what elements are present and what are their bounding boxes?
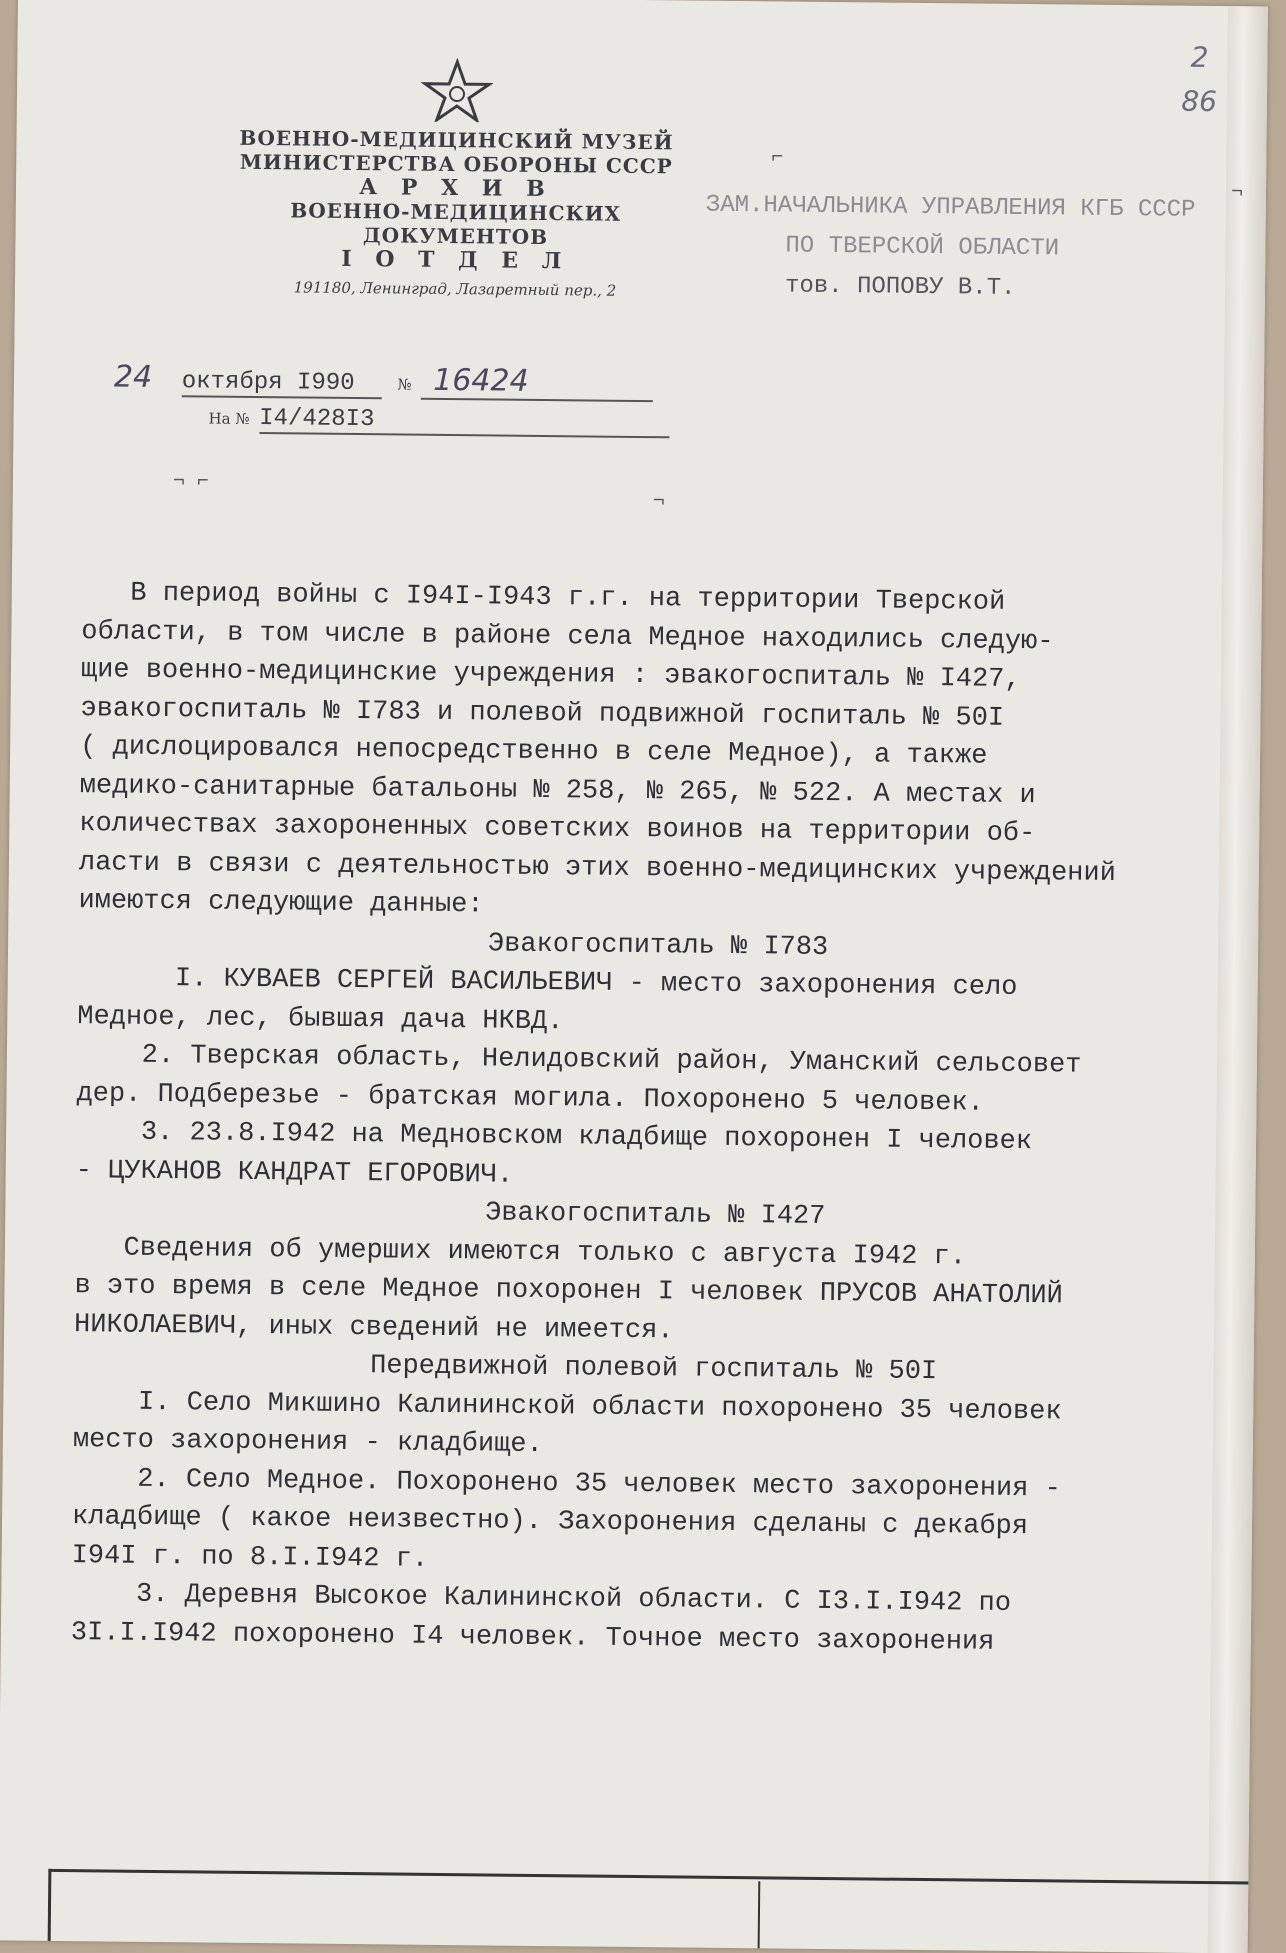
corner-marks [1181,36,1218,124]
text-line: I94I г. по 8.I.I942 г. [71,1540,429,1575]
text-line: В период войны с I94I-I943 г.г. на территории Тверской [81,578,1006,618]
letterhead-line-3: А Р Х И В [359,174,553,203]
text-line: 2. Тверская область, Нелидовский район, Уманский сельсовет [76,1040,1082,1081]
text-line: дер. Подберезье - братская могила. Похоронено 5 человек. [76,1078,984,1119]
text-line: 3I.I.I942 похоронено I4 человек. Точное место захоронения [70,1617,995,1658]
letterhead-line-1: ВОЕННО-МЕДИЦИНСКИЙ МУЗЕЙ [239,125,674,155]
text-line: области, в том числе в районе села Медное находились следую- [81,616,1054,657]
text-line: 3. 23.8.I942 на Медновском кладбище похоронен I человек [75,1117,1033,1158]
margin-mark: ¬ ⌐ [172,470,210,494]
handwritten-day: 24 [113,359,153,395]
letterhead-line-6: I О Т Д Е Л [341,245,570,275]
text-line: в это время в селе Медное похоронен I человек ПРУСОВ АНАТОЛИЙ [74,1271,1063,1312]
text-line: эвакогоспиталь № I783 и полевой подвижной госпиталь № 50I [80,693,1005,734]
text-line: количествах захороненных советских воинов на территории об- [79,809,1036,850]
section-title-field-hospital-501: Передвижной полевой госпиталь № 50I [369,1351,938,1388]
number-label: № [397,375,412,394]
reference-label: На № [208,409,250,428]
letterhead-line-4: ВОЕННО-МЕДИЦИНСКИХ [290,198,622,226]
text-line: имеются следующие данные: [78,886,484,921]
text-line: НИКОЛАЕВИЧ, иных сведений не имеется. [73,1309,674,1346]
section-title-hospital-1783: Эвакогоспиталь № I783 [487,928,829,963]
letterhead [225,56,687,301]
text-line: кладбище ( какое неизвестно). Захоронения сделаны с декабря [71,1502,1029,1543]
margin-mark: ¬ [652,490,665,514]
date-and-number-block [113,359,670,453]
text-line: ласти в связи с деятельностью этих военно-медицинских учреждений [78,847,1117,889]
text-line: 3. Деревня Высокое Калининской области. С I3.I.I942 по [71,1579,1012,1619]
addressee-corner-mark: ⌐ [771,146,784,170]
intro-paragraph [78,574,1242,933]
bottom-form-frame [47,1869,1251,1953]
section-field-hospital-501 [71,1383,1234,1665]
handwritten-number: 16424 [421,363,653,402]
page-number: 86 [1181,84,1218,119]
text-line: Медное, лес, бывшая дача НКВД. [77,1001,564,1037]
text-line: 2. Село Медное. Похоронено 35 человек место захоронения - [72,1463,1061,1504]
addressee-line-3: тов. ПОПОВУ В.Т. [784,272,1016,302]
text-line: - ЦУКАНОВ КАНДРАТ ЕГОРОВИЧ. [75,1155,514,1191]
addressee-line-2: ПО ТВЕРСКОЙ ОБЛАСТИ [785,232,1060,263]
addressee-line-1: ЗАМ.НАЧАЛЬНИКА УПРАВЛЕНИЯ КГБ СССР [705,191,1196,224]
text-line: место захоронения - кладбище. [72,1425,543,1461]
section-hospital-1427 [74,1229,1235,1357]
letterhead-line-5: ДОКУМЕНТОВ [362,223,549,250]
corner-mark-top: 2 [1190,40,1209,74]
date-month-year: октября I990 [182,368,382,399]
text-line: щие военно-медицинские учреждения : эвакогоспиталь № I427, [80,655,1021,695]
text-line: Сведения об умерших имеются только с августа I942 г. [74,1232,967,1272]
section-title-hospital-1427: Эвакогоспиталь № I427 [484,1198,826,1232]
letter-body [71,574,1242,1664]
text-line: медико-санитарные батальоны № 258, № 265, № 522. А местах и [79,770,1036,811]
reference-number: I4/428I3 [259,405,669,438]
letterhead-address: 191180, Ленинград, Лазаретный пер., 2 [293,278,617,300]
star-emblem-icon [421,58,494,123]
section-hospital-1783 [76,959,1238,1202]
addressee-block [705,186,1196,311]
text-line: I. Село Микшино Калининской области похоронено 35 человек [73,1386,1062,1427]
text-line: I. КУВАЕВ СЕРГЕЙ ВАСИЛЬЕВИЧ - место захоронения село [77,963,1018,1003]
text-line: ( дислоцировался непосредственно в селе Медное), а также [79,732,988,772]
addressee-corner-mark: ¬ [1230,181,1244,205]
letterhead-line-2: МИНИСТЕРСТВА ОБОРОНЫ СССР [239,149,673,179]
